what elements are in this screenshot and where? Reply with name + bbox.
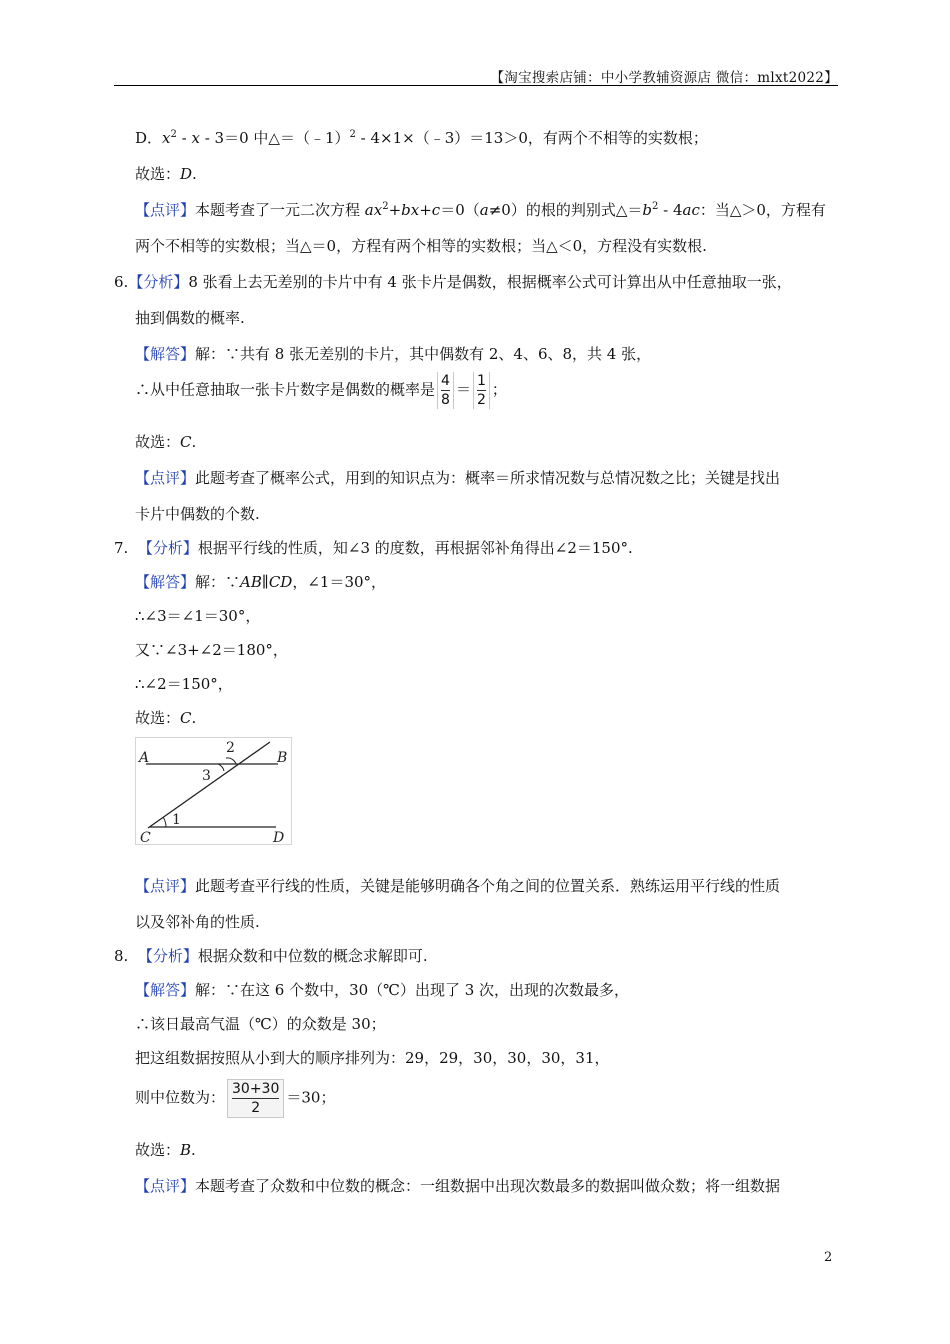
q7-answer: 故选：C. <box>135 709 197 727</box>
label-d: D <box>273 830 285 844</box>
q8-solution-line4: 则中位数为： $\frac{30+30}{2}$ ＝30； <box>135 1081 336 1116</box>
q7-comment-line2: 以及邻补角的性质. <box>135 913 260 931</box>
angle-arc-1 <box>163 817 166 827</box>
comment-tag: 【点评】 <box>135 877 196 895</box>
q7-solution-line4: ∴∠2＝150°， <box>135 675 233 693</box>
comment-tag: 【点评】 <box>135 1177 196 1195</box>
analysis-tag: 【分析】 <box>128 273 189 291</box>
page-header: 【淘宝搜索店铺：中小学教辅资源店 微信：mlxt2022】 <box>114 66 838 86</box>
label-b: B <box>277 750 288 766</box>
q8-answer: 故选：B. <box>135 1141 196 1159</box>
analysis-tag: 【分析】 <box>137 947 198 965</box>
angle-arc-2 <box>226 758 236 764</box>
solution-tag: 【解答】 <box>135 981 196 999</box>
solution-tag: 【解答】 <box>135 573 196 591</box>
page-number: 2 <box>824 1250 833 1265</box>
q6-analysis-line1: 6.【分析】8 张看上去无差别的卡片中有 4 张卡片是偶数，根据概率公式可计算出从中任意抽取一张， <box>114 273 792 291</box>
q8-comment-line1: 【点评】本题考查了众数和中位数的概念：一组数据中出现次数最多的数据叫做众数；将一组数据 <box>135 1177 781 1195</box>
comment-tag: 【点评】 <box>135 201 196 219</box>
comment-tag: 【点评】 <box>135 469 196 487</box>
label-angle-2: 2 <box>226 740 235 756</box>
q7-solution-line3: 又∵∠3+∠2＝180°， <box>135 641 288 659</box>
parallel-lines-figure <box>135 737 292 845</box>
fraction-1-2: $\frac{1}{2}$ <box>473 372 490 409</box>
q8-solution-line2: ∴该日最高气温（℃）的众数是 30； <box>135 1015 386 1033</box>
q8-solution-line1: 【解答】解：∵在这 6 个数中，30（℃）出现了 3 次，出现的次数最多， <box>135 981 630 999</box>
fraction-median: $\frac{30+30}{2}$ <box>227 1079 284 1118</box>
q8-analysis: 8. 【分析】根据众数和中位数的概念求解即可. <box>114 947 428 965</box>
label-angle-3: 3 <box>202 768 211 784</box>
q5-comment-line2: 两个不相等的实数根；当△＝0，方程有两个相等的实数根；当△＜0，方程没有实数根. <box>135 237 707 255</box>
solution-tag: 【解答】 <box>135 345 196 363</box>
q6-analysis-line2: 抽到偶数的概率. <box>135 309 245 327</box>
q7-solution-line2: ∴∠3＝∠1＝30°， <box>135 607 261 625</box>
transversal <box>148 742 270 828</box>
q7-analysis: 7. 【分析】根据平行线的性质，知∠3 的度数，再根据邻补角得出∠2＝150°. <box>114 539 633 557</box>
label-angle-1: 1 <box>172 812 181 828</box>
analysis-tag: 【分析】 <box>137 539 198 557</box>
angle-arc-3 <box>218 764 224 771</box>
q6-answer: 故选：C. <box>135 433 197 451</box>
q6-solution-line1: 【解答】解：∵共有 8 张无差别的卡片，其中偶数有 2、4、6、8，共 4 张， <box>135 345 652 363</box>
fraction-4-8: $\frac{4}{8}$ <box>437 372 454 409</box>
label-a: A <box>139 750 150 766</box>
q5-answer: 故选：D. <box>135 165 197 183</box>
q5-option-d: D．$x^2 - x - 3=0$ 中△＝（﹣1）$^2$ - 4×1×（﹣3）＝13＞0，有两个不相等的实数根； <box>135 129 708 147</box>
q7-solution-line1: 【解答】解：∵AB∥CD，∠1＝30°， <box>135 573 387 591</box>
q5-comment-line1: 【点评】本题考查了一元二次方程 $ax^2+bx+c=0(a\ne 0)$的根的判别式$\triangle=b^2 - 4ac$：当△＞0，方程有 <box>135 201 826 219</box>
q6-solution-line2: ∴从中任意抽取一张卡片数字是偶数的概率是 $\frac{4}{8}$ ＝ $\frac{1}{2}$ ； <box>135 373 507 408</box>
q6-comment-line2: 卡片中偶数的个数. <box>135 505 260 523</box>
q8-solution-line3: 把这组数据按照从小到大的顺序排列为：29，29，30，30，30，31， <box>135 1049 610 1067</box>
q7-comment-line1: 【点评】此题考查平行线的性质，关键是能够明确各个角之间的位置关系．熟练运用平行线的性质 <box>135 877 781 895</box>
label-c: C <box>140 830 151 844</box>
q6-comment-line1: 【点评】此题考查了概率公式，用到的知识点为：概率＝所求情况数与总情况数之比；关键是找出 <box>135 469 781 487</box>
